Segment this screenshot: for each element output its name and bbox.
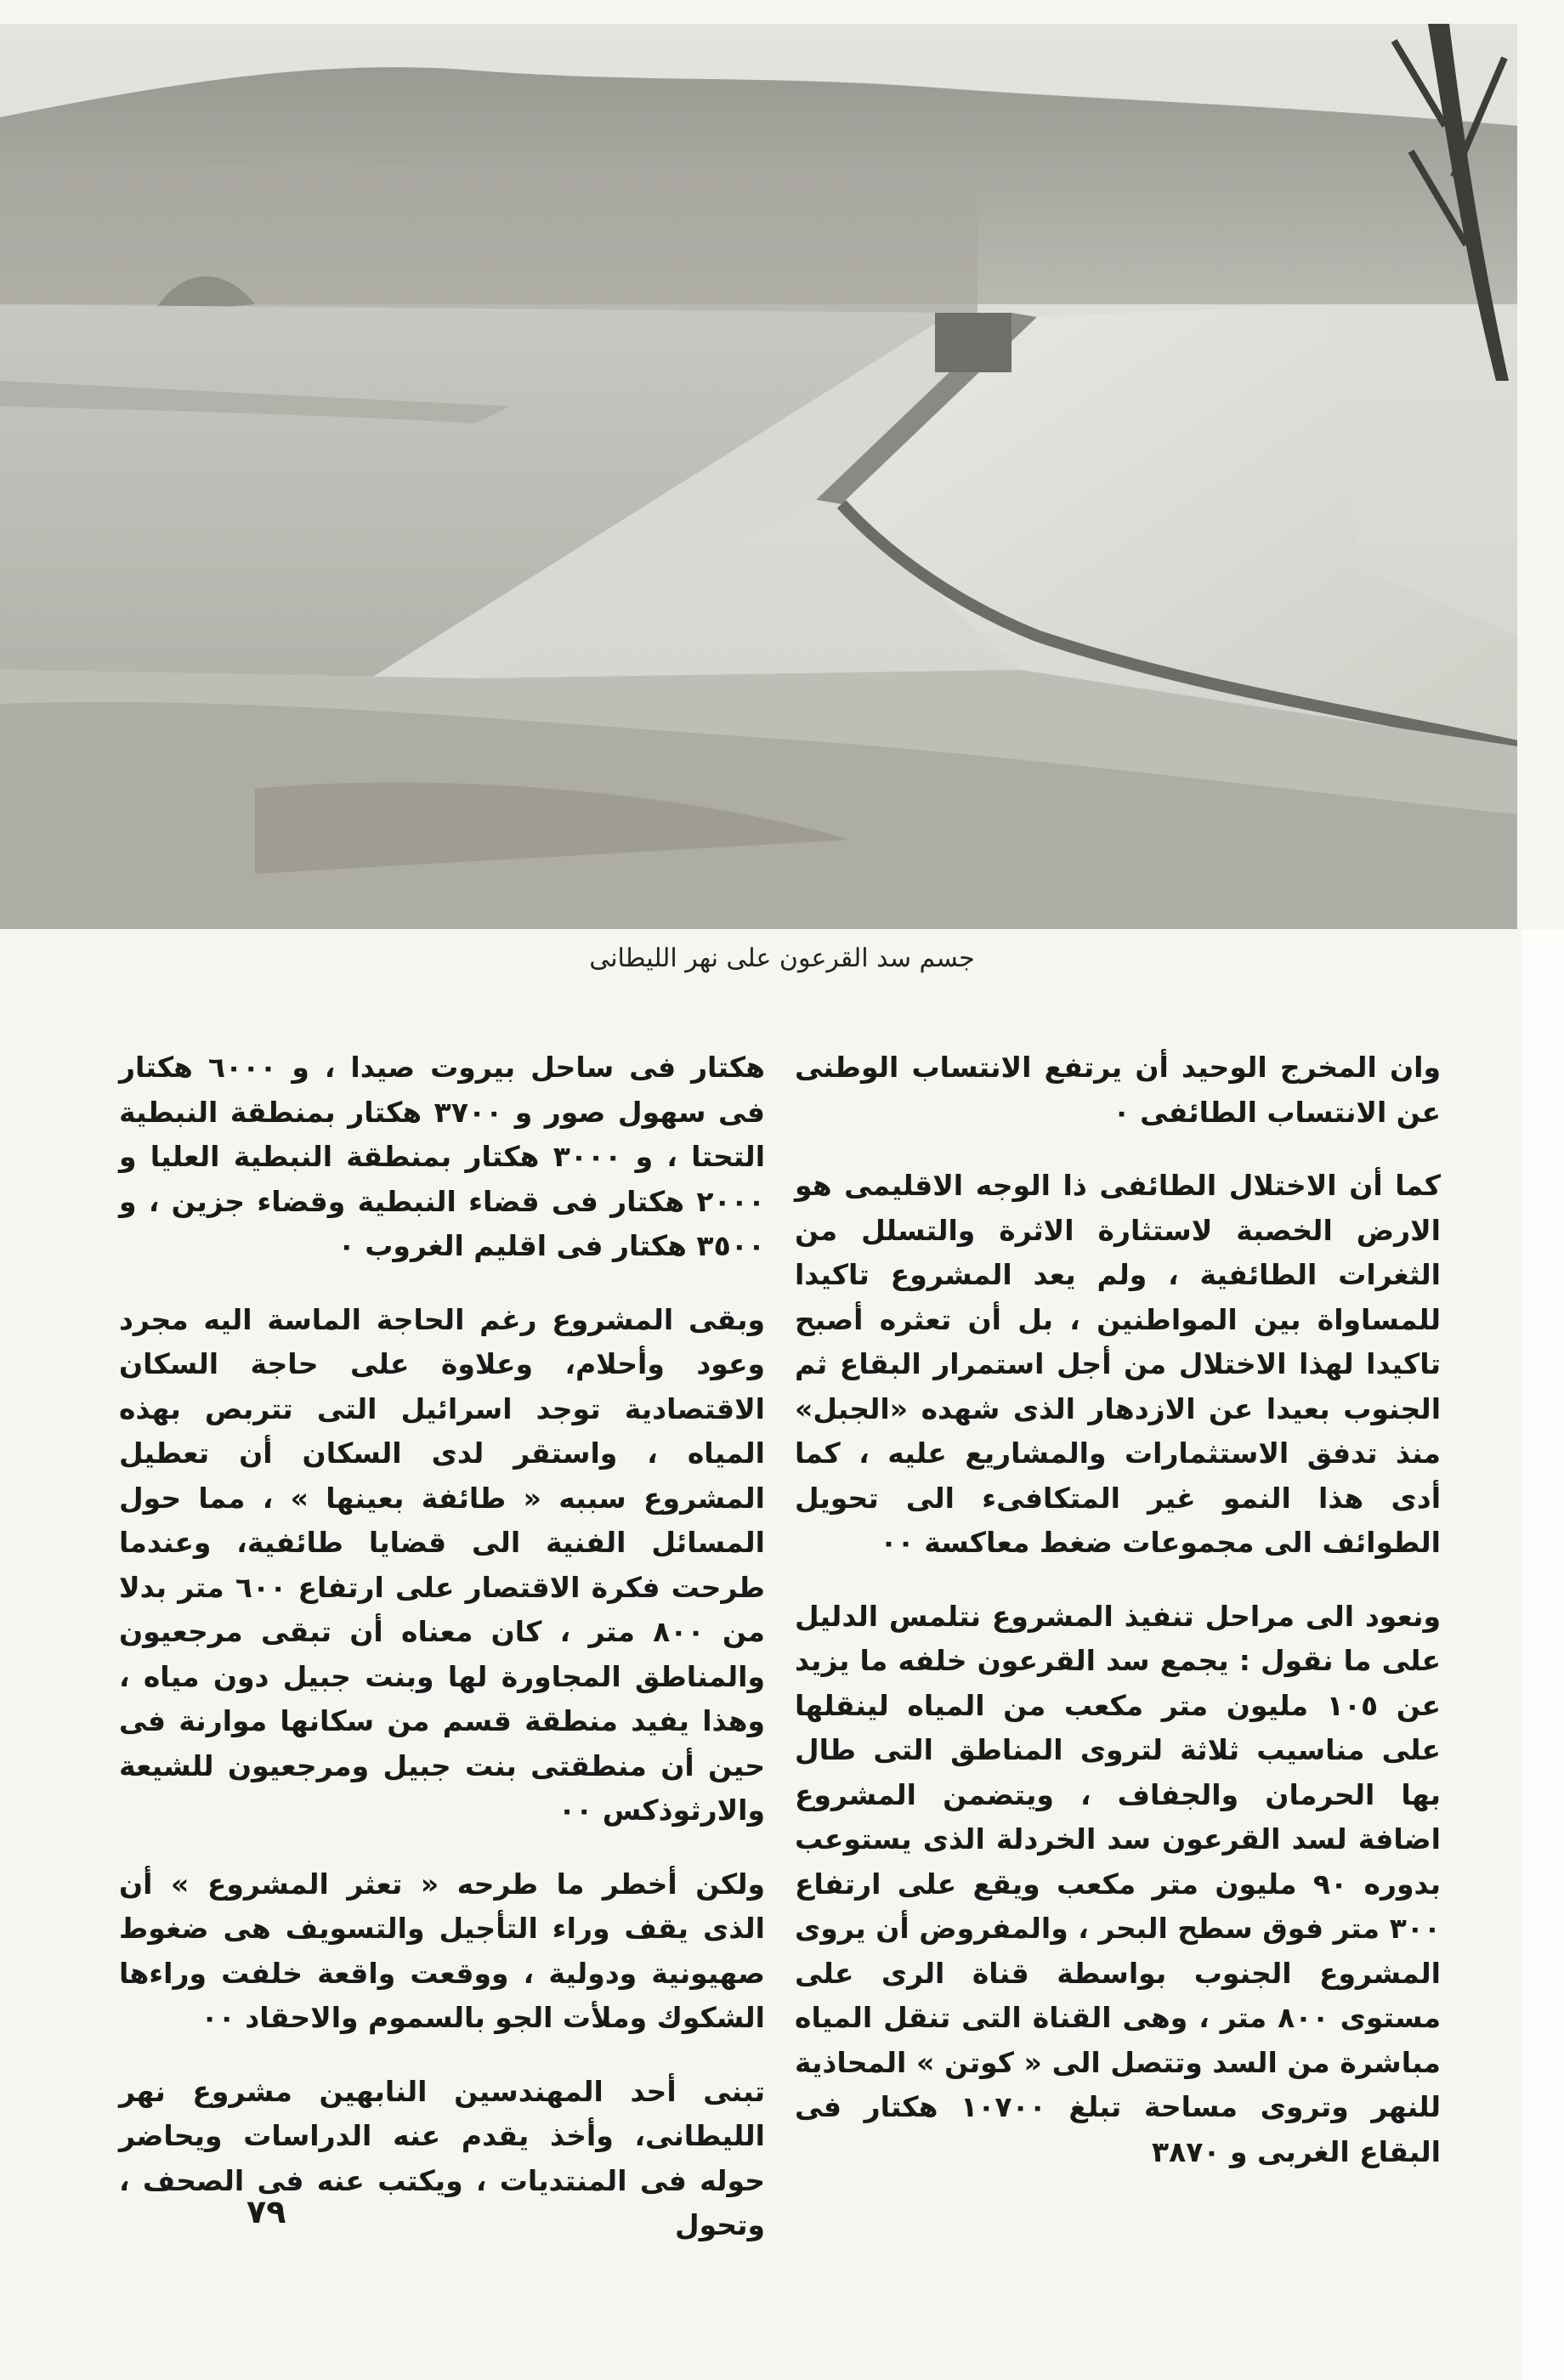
paragraph: ولكن أخطر ما طرحه « تعثر المشروع » أن الذى يقف وراء التأجيل والتسويف هى ضغوط صهيونية ودولية ، ووقعت واقعة خلفت وراءها الشكوك وملأت الجو بالسموم والاحقاد ٠٠ — [119, 1867, 765, 2034]
paragraph: هكتار فى ساحل بيروت صيدا ، و ٦٠٠٠ هكتار فى سهول صور و ٣٧٠٠ هكتار بمنطقة النبطية التحتا ، و ٣٠٠٠ هكتار بمنطقة النبطية العليا و ٢٠٠٠ هكتار فى قضاء النبطية وقضاء جزين ، و ٣٥٠٠ هكتار فى اقليم الغروب ٠ — [119, 1051, 765, 1262]
paragraph: وبقى المشروع رغم الحاجة الماسة اليه مجرد وعود وأحلام، وعلاوة على حاجة السكان الاقتصادية توجد اسرائيل التى تتربص بهذه المياه ، واستقر لدى السكان أن تعطيل المشروع سببه « طائفة بعينها » ، مما حول المسائل الفنية الى قضايا طائفية، وعندما طرحت فكرة الاقتصار على ارتفاع ٦٠٠ متر بدلا من ٨٠٠ متر ، كان معناه أن تبقى مرجعيون والمناطق المجاورة لها وبنت جبيل دون مياه ، وهذا يفيد منطقة قسم من سكانها موارنة فى حين أن منطقتى بنت جبيل ومرجعيون للشيعة والارثوذكس ٠٠ — [119, 1302, 766, 1827]
paragraph: ونعود الى مراحل تنفيذ المشروع نتلمس الدليل على ما نقول : يجمع سد القرعون خلفه ما يزيد عن ١٠٥ مليون متر مكعب من المياه لينقلها على مناسيب ثلاثة لتروى المناطق التى طال بها الحرمان والجفاف ، ويتضمن المشروع اضافة لسد القرعون سد الخردلة الذى يستوعب بدوره ٩٠ مليون متر مكعب ويقع على ارتفاع ٣٠٠ متر فوق سطح البحر ، والمفروض أن يروى المشروع الجنوب بواسطة قناة الرى على مستوى ٨٠٠ متر ، وهى القناة التى تنقل المياه مباشرة من السد وتتصل الى « كوتن » المحاذية للنهر وتروى مساحة تبلغ ١٠٧٠٠ هكتار فى البقاع الغربى و ٣٨٧٠ — [795, 1599, 1442, 2168]
text-column-right — [795, 1046, 1441, 2203]
paragraph: وان المخرج الوحيد أن يرتفع الانتساب الوطنى عن الانتساب الطائفى ٠ — [795, 1051, 1441, 1129]
dam-photo-illustration — [0, 24, 1517, 929]
paragraph: تبنى أحد المهندسين النابهين مشروع نهر الليطانى، وأخذ يقدم عنه الدراسات ويحاضر حوله فى المنتديات ، ويكتب عنه فى الصحف ، وتحول — [119, 2074, 765, 2241]
page-margin — [1522, 929, 1564, 2380]
photo-caption: جسم سد القرعون على نهر الليطانى — [589, 944, 975, 973]
page-number: ٧٩ — [246, 2193, 286, 2230]
paragraph: كما أن الاختلال الطائفى ذا الوجه الاقليمى هو الارض الخصبة لاستثارة الاثرة والتسلل من الثغرات الطائفية ، ولم يعد المشروع تاكيدا للمساواة بين المواطنين ، بل أن تعثره أصبح تاكيدا لهذا الاختلال من أجل استمرار البقاع ثم الجنوب بعيدا عن الازدهار الذى شهده «الجبل» منذ تدفق الاستثمارات والمشاريع عليه ، كما أدى هذا النمو غير المتكافىء الى تحويل الطوائف الى مجموعات ضغط معاكسة ٠٠ — [795, 1169, 1441, 1559]
dam-photo — [0, 24, 1517, 929]
text-column-left — [119, 1046, 765, 2277]
